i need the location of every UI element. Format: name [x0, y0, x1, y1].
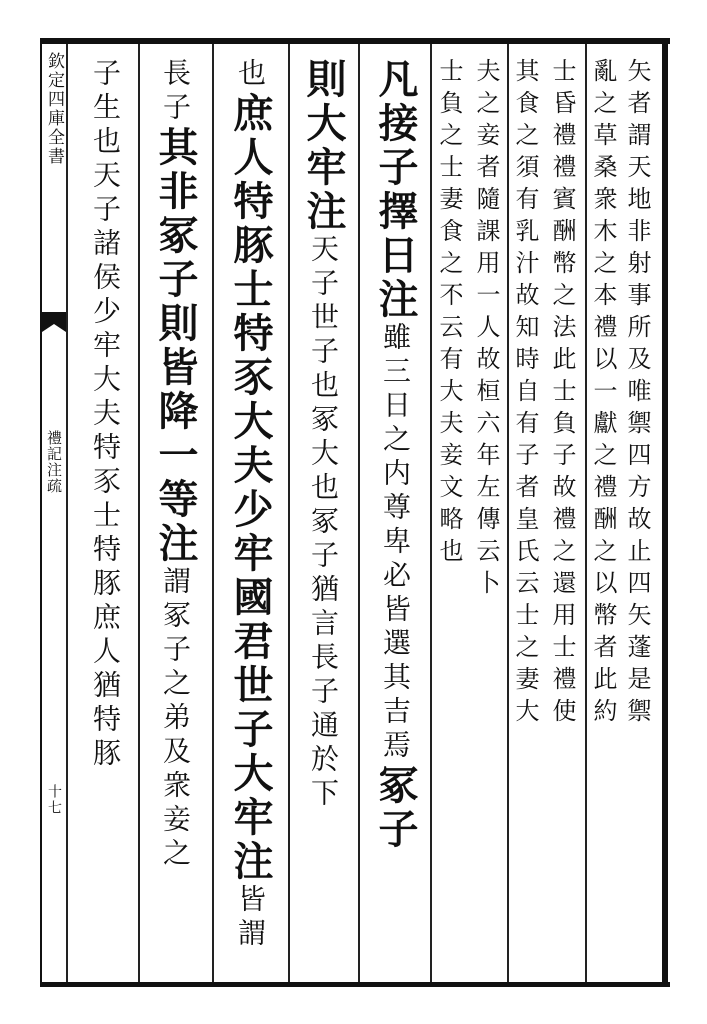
annotation-marker: 注	[152, 522, 199, 566]
text-column-11	[80, 58, 130, 978]
annotation-text: 皆謂	[234, 884, 267, 952]
page-number: 十七	[46, 784, 62, 816]
annotation-text: 天子世子也冢大也冢子猶言長子通於下	[307, 234, 340, 812]
margin-strip-rule	[66, 44, 68, 982]
book-title: 欽定四庫全書	[44, 52, 64, 166]
annotation-marker: 注	[372, 278, 419, 322]
text-column-5: 夫之妾者隨課用一人故桓六年左傳云卜	[472, 58, 500, 602]
annotation-text: 雖三日之内尊卑必皆選其吉焉	[379, 322, 412, 764]
frame-right-border	[662, 38, 668, 987]
main-text: 冢子	[372, 764, 419, 852]
text-column-6: 士負之士妻食之不云有大夫妾文略也	[435, 58, 463, 570]
annotation-text: 長子	[159, 58, 192, 126]
margin-strip	[42, 44, 66, 982]
column-rule	[212, 44, 214, 982]
text-column-10	[150, 58, 200, 978]
column-rule	[507, 44, 509, 982]
annotation-text: 子生也天子諸侯少牢大夫特豕士特豚庶人猶特豚	[89, 58, 122, 772]
column-rule	[138, 44, 140, 982]
text-column-1: 矢者謂天地非射事所及唯禦四方故止四矢蓬是禦	[623, 58, 651, 730]
annotation-marker: 注	[300, 190, 347, 234]
frame-bottom-border	[40, 982, 670, 987]
main-text: 庶人特豚士特豕大夫少牢國君世子大牢	[227, 92, 274, 840]
section-title: 禮記注疏	[45, 430, 63, 494]
annotation-text: 也	[234, 58, 267, 92]
text-column-9	[225, 58, 275, 978]
column-rule	[585, 44, 587, 982]
annotation-marker: 注	[227, 840, 274, 884]
text-column-2: 亂之草桑衆木之本禮以一獻之禮酬之以幣者此約	[589, 58, 617, 730]
text-column-8	[298, 58, 348, 978]
text-column-4: 其食之須有乳汁故知時自有子者皇氏云士之妻大	[511, 58, 539, 730]
main-text: 凡接子擇日	[372, 58, 419, 278]
main-text: 其非冢子則皆降一等	[152, 126, 199, 522]
text-column-3: 士昏禮禮賓酬幣之法此士負子故禮之還用士禮使	[548, 58, 576, 730]
frame-top-border	[40, 38, 670, 44]
column-rule	[358, 44, 360, 982]
main-text: 則大牢	[300, 58, 347, 190]
column-rule	[430, 44, 432, 982]
column-rule	[288, 44, 290, 982]
annotation-text: 謂冢子之弟及衆妾之	[159, 566, 192, 872]
text-column-7	[370, 58, 420, 978]
